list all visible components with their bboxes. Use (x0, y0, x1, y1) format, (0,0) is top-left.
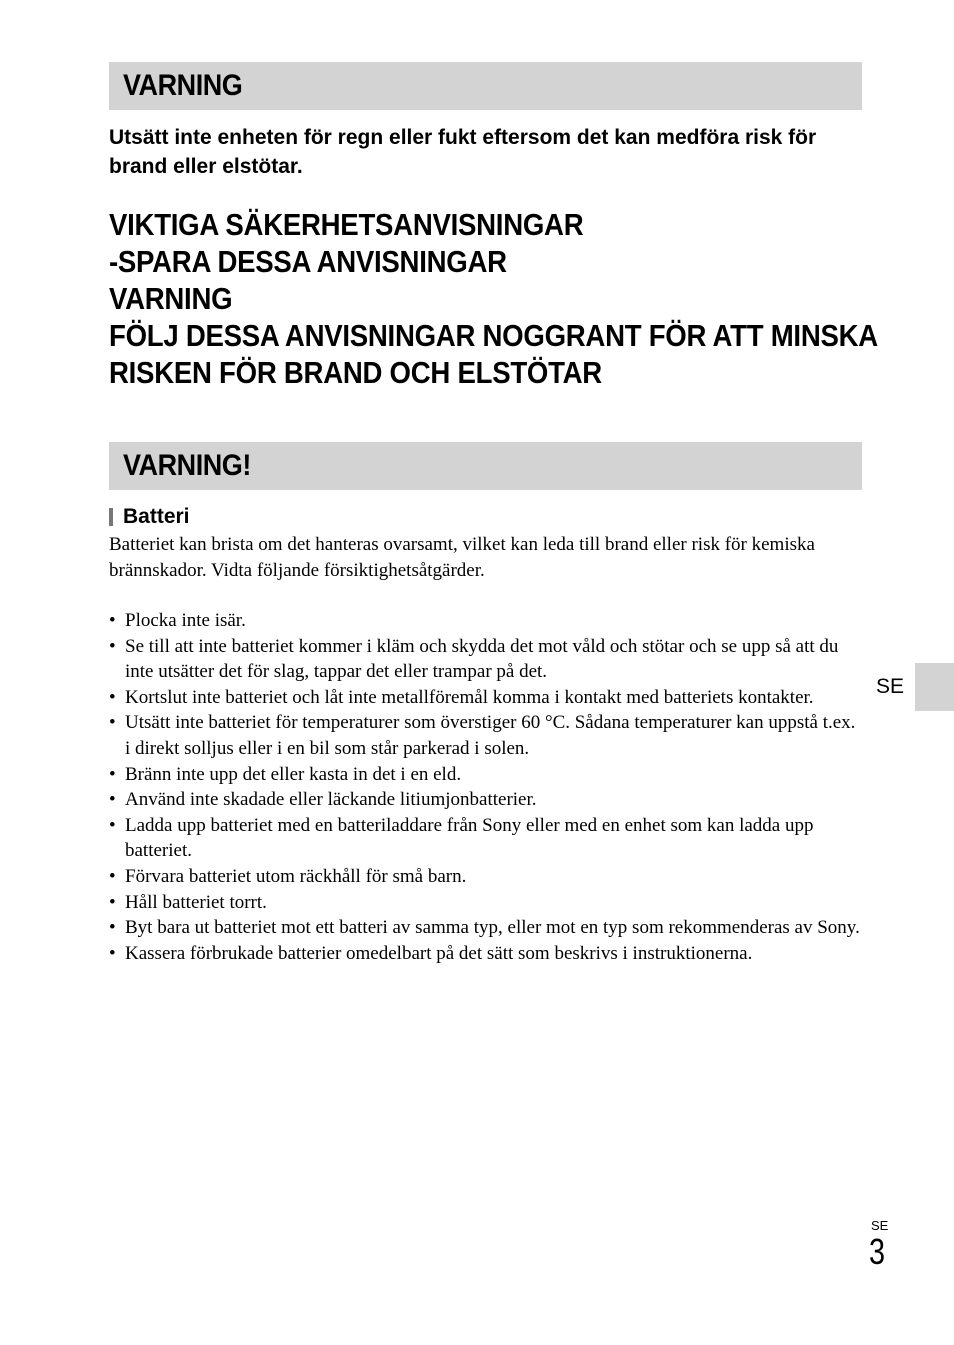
list-item (109, 864, 862, 890)
bullet-icon: • (109, 942, 116, 964)
language-thumb-tab (915, 663, 954, 711)
safety-heading-line: -SPARA DESSA ANVISNINGAR (109, 244, 507, 279)
list-item-text: Se till att inte batteriet kommer i kläm och skydda det mot våld och stötar och se upp så att du inte utsätter det för slag, tappar det eller trampar på det. (125, 635, 839, 683)
list-item-text: Kortslut inte batteriet och låt inte metallföremål komma i kontakt med batteriets kontakter. (125, 686, 814, 708)
section-marker-bar (109, 508, 113, 526)
list-item (109, 890, 862, 916)
bullet-icon: • (109, 712, 116, 734)
bullet-icon: • (109, 789, 116, 811)
list-item-text: Bränn inte upp det eller kasta in det i en eld. (125, 763, 462, 785)
bullet-icon: • (109, 686, 116, 708)
lead-warning-text: Utsätt inte enheten för regn eller fukt eftersom det kan medföra risk för brand eller elstötar. (109, 126, 817, 178)
battery-intro-paragraph: Batteriet kan brista om det hanteras ovarsamt, vilket kan leda till brand eller risk för kemiska brännskador. Vidta följande försiktighetsåtgärder. (109, 534, 815, 581)
bullet-icon: • (109, 891, 116, 913)
battery-section-heading (109, 505, 190, 529)
bullet-icon: • (109, 917, 116, 939)
safety-heading-line: VARNING (109, 281, 233, 316)
list-item-text: Använd inte skadade eller läckande litiumjonbatterier. (125, 789, 537, 811)
list-item (109, 710, 862, 761)
list-item-text: Förvara batteriet utom räckhåll för små barn. (125, 865, 467, 887)
page-number: 3 (869, 1231, 886, 1272)
list-item (109, 685, 862, 711)
battery-precautions-list (109, 608, 862, 966)
list-item-text: Utsätt inte batteriet för temperaturer som överstiger 60 °C. Sådana temperaturer kan uppstå t.ex. i direkt solljus eller i en bil som står parkerad i solen. (125, 712, 856, 759)
list-item-text: Håll batteriet torrt. (125, 891, 267, 913)
list-item (109, 762, 862, 788)
list-item-text: Byt bara ut batteriet mot ett batteri av samma typ, eller mot en typ som rekommenderas av Sony. (125, 917, 860, 939)
list-item (109, 915, 862, 941)
list-item (109, 608, 862, 634)
warning-banner (109, 62, 862, 110)
bullet-icon: • (109, 610, 116, 631)
caution-banner (109, 442, 862, 490)
safety-instructions-heading (109, 206, 878, 391)
list-item-text: Kassera förbrukade batterier omedelbart på det sätt som beskrivs i instruktionerna. (125, 942, 753, 964)
safety-heading-line: FÖLJ DESSA ANVISNINGAR NOGGRANT FÖR ATT MINSKA (109, 318, 878, 353)
list-item (109, 787, 862, 813)
page-language-code: SE (871, 1218, 889, 1233)
bullet-icon: • (109, 635, 116, 657)
bullet-icon: • (109, 763, 116, 785)
list-item (109, 813, 862, 864)
caution-banner-title: VARNING! (123, 449, 251, 482)
list-item-text: Ladda upp batteriet med en batteriladdare från Sony eller med en enhet som kan ladda upp batteriet. (125, 814, 814, 862)
language-side-label: SE (876, 675, 905, 698)
bullet-icon: • (109, 814, 116, 836)
battery-section-title: Batteri (123, 505, 190, 528)
list-item-text: Plocka inte isär. (125, 610, 246, 631)
warning-banner-title: VARNING (123, 69, 243, 102)
list-item (109, 634, 862, 685)
list-item (109, 941, 862, 967)
safety-heading-line: VIKTIGA SÄKERHETSANVISNINGAR (109, 207, 584, 242)
safety-heading-line: RISKEN FÖR BRAND OCH ELSTÖTAR (109, 355, 602, 390)
bullet-icon: • (109, 865, 116, 887)
